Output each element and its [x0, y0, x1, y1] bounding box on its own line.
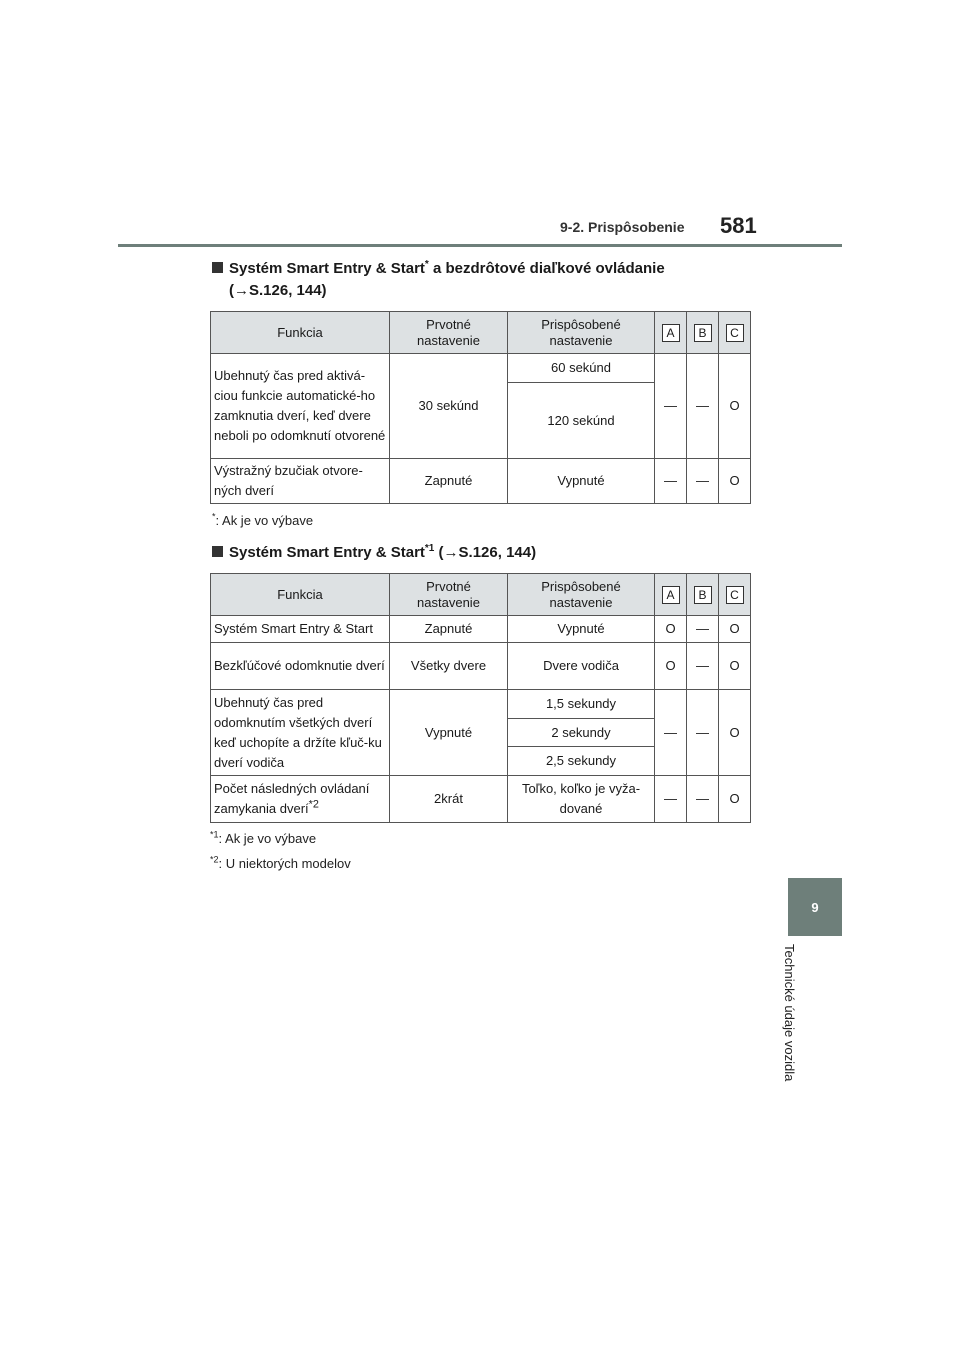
cell-function: Výstražný bzučiak otvore-ných dverí	[211, 459, 390, 504]
cell-a: —	[655, 354, 687, 459]
section-title: 9-2. Prispôsobenie	[560, 219, 685, 235]
cell-function: Ubehnutý čas pred odomknutím všetkých dverí keď uchopíte a držíte kľuč-ku dverí vodiča	[211, 690, 390, 776]
cell-c: O	[719, 459, 751, 504]
table-row	[211, 354, 751, 383]
footnote-mark: *2	[308, 798, 319, 811]
table-row	[211, 616, 751, 643]
cell-option: Dvere vodiča	[508, 643, 655, 690]
customization-table-1	[210, 311, 751, 504]
bullet-square-icon	[212, 546, 223, 557]
cell-option: 2,5 sekundy	[508, 747, 655, 776]
col-header-a: A	[655, 312, 687, 354]
cell-c: O	[719, 776, 751, 823]
cell-b: —	[687, 643, 719, 690]
section1-heading: Systém Smart Entry & Start* a bezdrôtové diaľkové ovládanie	[212, 257, 772, 281]
cell-c: O	[719, 354, 751, 459]
bullet-square-icon	[212, 262, 223, 273]
chapter-label	[782, 944, 808, 1124]
cell-option: 1,5 sekundy	[508, 690, 655, 719]
cell-option: 60 sekúnd	[508, 354, 655, 383]
table-row	[211, 643, 751, 690]
footnote: $^{*2}$: U niektorých modelov	[210, 854, 351, 871]
cell-default: 2krát	[390, 776, 508, 823]
section2-heading: Systém Smart Entry & Start$^{*1}$ (→S.126, 144)	[212, 541, 772, 565]
cell-c: O	[719, 643, 751, 690]
cell-c: O	[719, 690, 751, 776]
cell-option: 2 sekundy	[508, 719, 655, 747]
table-row	[211, 459, 751, 504]
cell-default: 30 sekúnd	[390, 354, 508, 459]
cell-a: O	[655, 616, 687, 643]
cell-default: Vypnuté	[390, 690, 508, 776]
footnote: $^{*1}$: Ak je vo výbave	[210, 829, 317, 846]
col-header-c: C	[719, 574, 751, 616]
col-header-custom: Prispôsobené nastavenie	[508, 312, 655, 354]
footnote-mark: *1	[424, 543, 435, 554]
table-header-row	[211, 574, 751, 616]
cell-b: —	[687, 616, 719, 643]
cell-a: —	[655, 690, 687, 776]
cell-default: Zapnuté	[390, 459, 508, 504]
cell-a: —	[655, 459, 687, 504]
cell-function: Systém Smart Entry & Start	[211, 616, 390, 643]
footnote-mark: *	[424, 259, 429, 270]
cell-b: —	[687, 459, 719, 504]
col-header-function: Funkcia	[211, 312, 390, 354]
cell-option: 120 sekúnd	[508, 383, 655, 459]
cell-option: Toľko, koľko je vyža-dované	[508, 776, 655, 823]
arrow-icon: →	[234, 282, 249, 299]
col-header-custom: Prispôsobené nastavenie	[508, 574, 655, 616]
cell-function: Počet následných ovládaní zamykania dverí$^{*2}$	[211, 776, 390, 823]
col-header-function: Funkcia	[211, 574, 390, 616]
table-row	[211, 690, 751, 719]
col-header-c: C	[719, 312, 751, 354]
chapter-number: 9	[811, 899, 819, 915]
cell-default: Zapnuté	[390, 616, 508, 643]
cell-option: Vypnuté	[508, 459, 655, 504]
cell-a: —	[655, 776, 687, 823]
header-divider	[118, 244, 842, 247]
customization-table-2	[210, 573, 751, 823]
cell-b: —	[687, 354, 719, 459]
page-number: 581	[720, 213, 757, 238]
cell-option: Vypnuté	[508, 616, 655, 643]
col-header-default: Prvotné nastavenie	[390, 574, 508, 616]
cell-a: O	[655, 643, 687, 690]
arrow-icon: →	[443, 544, 459, 561]
table-header-row	[211, 312, 751, 354]
cell-b: —	[687, 690, 719, 776]
cell-function: Ubehnutý čas pred aktivá-ciou funkcie automatické-ho zamknutia dverí, keď dvere neboli po odomknutí otvorené	[211, 354, 390, 459]
col-header-b: B	[687, 574, 719, 616]
table-row	[211, 776, 751, 823]
cell-default: Všetky dvere	[390, 643, 508, 690]
chapter-tab	[788, 878, 842, 936]
chapter-label-text: Technické údaje vozidla	[782, 944, 797, 1082]
col-header-b: B	[687, 312, 719, 354]
cell-function: Bezkľúčové odomknutie dverí	[211, 643, 390, 690]
cell-c: O	[719, 616, 751, 643]
col-header-a: A	[655, 574, 687, 616]
cell-b: —	[687, 776, 719, 823]
footnote: *: Ak je vo výbave	[212, 511, 314, 528]
col-header-default: Prvotné nastavenie	[390, 312, 508, 354]
section1-reference: (→S.126, 144)	[229, 282, 327, 299]
